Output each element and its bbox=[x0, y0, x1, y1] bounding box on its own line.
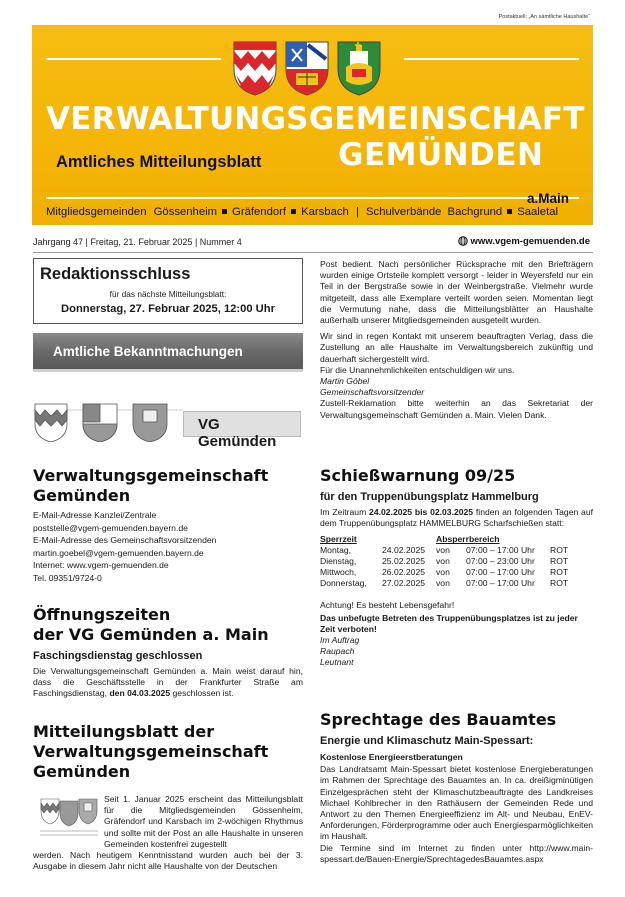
masthead-place: GEMÜNDEN bbox=[338, 137, 544, 173]
masthead-banner bbox=[32, 25, 593, 225]
contact-email-chair[interactable]: martin.goebel@vgem-gemuenden.bayern.de bbox=[33, 547, 204, 558]
member-goessenheim: Gössenheim bbox=[153, 206, 218, 218]
newsletter-heading-2: Verwaltungsgemeinschaft bbox=[33, 742, 269, 761]
hours-heading-2: der VG Gemünden a. Main bbox=[33, 625, 269, 644]
contact-internet[interactable]: Internet: www.vgem-gemuenden.de bbox=[33, 560, 169, 570]
deadline-heading: Redaktionsschluss bbox=[40, 265, 191, 283]
newsletter-heading-1: Mitteilungsblatt der bbox=[33, 722, 215, 741]
hours-heading-1: Öffnungszeiten bbox=[33, 605, 171, 624]
table-row: Donnerstag, 27.02.2025 von 07:00 – 17:00 Uhr ROT bbox=[320, 578, 569, 589]
building-text: Das Landratsamt Main-Spessart bietet kostenlose Energieberatungen im Rahmen der Sprechtage des Bauamtes an. In ca. dreißigminütigen Einzelgesprächen steht der Klimaschutzbeauftragte des Landkreises Michael Kohlbrecher in den Rathäusern der Gemeinden Rede und Antwort zu den Themen Energieeffizienz im Alt- und Neubau, EnEV-Anforderungen, Förderprogramme oder auch Energiesparmöglichkeiten im Haushalt. bbox=[320, 764, 593, 842]
masthead-place-suffix: a.Main bbox=[527, 191, 570, 206]
globe-icon bbox=[458, 236, 468, 246]
deadline-box bbox=[33, 258, 303, 324]
contact-line: E-Mail-Adresse des Gemeinschaftsvorsitzenden bbox=[33, 535, 217, 545]
table-row: Mittwoch, 26.02.2025 von 07:00 – 17:00 Uhr ROT bbox=[320, 567, 569, 578]
building-heading: Sprechtage des Bauamtes bbox=[320, 710, 557, 729]
school-saaletal: Saaletal bbox=[517, 206, 559, 218]
shooting-intro: Im Zeitraum 24.02.2025 bis 02.03.2025 finden an folgenden Tagen auf dem Truppenübungsplatz HAMMELBURG Scharfschießen statt: bbox=[320, 507, 593, 529]
shooting-prohibition: Das unbefugte Betreten des Truppenübungsplatzes ist zu jeder Zeit verboten! bbox=[320, 612, 578, 634]
deadline-date: Donnerstag, 27. Februar 2025, 12:00 Uhr bbox=[61, 303, 275, 315]
header-divider bbox=[33, 252, 593, 253]
newsletter-intro: Seit 1. Januar 2025 erscheint das Mitteilungsblatt für die Mitgliedsgemeinden Gössenheim, Gräfendorf und Karsbach im 2-wöchigen Rhythmus und sollte mit der Post an alle Haushalte in unseren Gemeinden kostenfrei zugestellt bbox=[104, 794, 303, 849]
school-bachgrund: Bachgrund bbox=[447, 206, 503, 218]
building-subheading: Energie und Klimaschutz Main-Spessart: bbox=[320, 735, 534, 747]
contact-phone: Tel. 09351/9724-0 bbox=[33, 572, 102, 583]
hours-section bbox=[33, 605, 303, 700]
shooting-sign-3: Leutnant bbox=[320, 657, 354, 668]
col-time: Sperrzeit bbox=[320, 534, 357, 545]
contact-section bbox=[33, 466, 303, 584]
postal-note: Postaktuell: „An sämtliche Haushalte“ bbox=[498, 14, 590, 20]
newsletter-continued: Post bedient. Nach persönlicher Rücksprache mit den Briefträgern wurden einige Ortsteile komplett versorgt - leider in Weyersfeld nur ein Teil in der Bergstraße sowie in der Weinbergstraße. Vielmehr wurde mitgeteilt, dass alle Exemplare verteilt worden seien. Momentan liegt die Vermutung nahe, dass die Mitteilungsblätter an Haushalte außerhalb unserer Mitgliedsgemeinden ausgeteilt wurden. Wir sind in regen Kontakt mit unserem beauftragten Verlag, dass die Zustellung an alle Haushalte im Verwaltungsbereich zukünftig und dauerhaft sichergestellt wird. Für die Unannehmlichkeiten entschuldigen wir uns. Martin Göbel Gemeinschaftsvorsitzender Zustell-Reklamation bitte weiterhin an das Sekretariat der Verwaltungsgemeinschaft Gemünden a. Main. Vielen Dank. bbox=[320, 259, 593, 420]
member-graefendorf: Gräfendorf bbox=[232, 206, 287, 218]
hours-subheading: Faschingsdienstag geschlossen bbox=[33, 650, 203, 662]
announcements-banner bbox=[33, 333, 303, 372]
signer: Martin Göbel bbox=[320, 376, 370, 387]
contact-heading-2: Gemünden bbox=[33, 486, 131, 505]
hours-text: Die Verwaltungsgemeinschaft Gemünden a. Main weist darauf hin, dass die Geschäftsstelle in der Frankfurter Straße am Faschingsdienstag, den 04.03.2025 geschlossen ist. bbox=[33, 666, 303, 699]
member-communities: Mitgliedsgemeinden Gössenheim Gräfendorf Karsbach | Schulverbände Bachgrund Saaletal bbox=[46, 206, 559, 218]
deadline-sub: für das nächste Mitteilungsblatt: bbox=[109, 289, 227, 299]
issue-meta: Jahrgang 47 | Freitag, 21. Februar 2025 | Nummer 4 bbox=[33, 237, 242, 247]
newsletter-text: werden. Nach heutigem Kenntnisstand wurden auch bei der 3. Ausgabe in diesem Jahr nicht alle Haushalte von der Deutschen bbox=[33, 850, 303, 872]
shooting-table bbox=[320, 534, 572, 589]
building-minor: Kostenlose Energieerstberatungen bbox=[320, 752, 463, 762]
vg-label: VG Gemünden bbox=[183, 411, 301, 437]
contact-heading-1: Verwaltungsgemeinschaft bbox=[33, 466, 269, 485]
shooting-section bbox=[320, 466, 593, 669]
shooting-subheading: für den Truppenübungsplatz Hammelburg bbox=[320, 491, 539, 503]
vg-header bbox=[33, 400, 303, 450]
coat-of-arms-group bbox=[232, 39, 382, 97]
shooting-heading: Schießwarnung 09/25 bbox=[320, 466, 516, 485]
masthead-title: VERWALTUNGSGEMEINSCHAFT bbox=[46, 101, 585, 137]
signer-role: Gemeinschaftsvorsitzender bbox=[320, 387, 425, 398]
website-link[interactable]: www.vgem-gemuenden.de bbox=[458, 236, 590, 247]
masthead-subtitle: Amtliches Mitteilungsblatt bbox=[56, 153, 262, 171]
coat-of-arms-graefendorf bbox=[286, 42, 328, 95]
building-section bbox=[320, 710, 593, 865]
newsletter-arms-icon bbox=[40, 797, 98, 845]
newsletter-heading-3: Gemünden bbox=[33, 762, 131, 781]
shooting-warning: Achtung! Es besteht Lebensgefahr! bbox=[320, 600, 455, 611]
coat-of-arms-goessenheim bbox=[234, 42, 276, 95]
shooting-sign-2: Raupach bbox=[320, 646, 355, 657]
contact-line: E-Mail-Adresse Kanzlei/Zentrale bbox=[33, 510, 157, 520]
member-karsbach: Karsbach bbox=[301, 206, 349, 218]
coat-of-arms-karsbach bbox=[338, 42, 380, 95]
announcements-title: Amtliche Bekanntmachungen bbox=[53, 344, 243, 359]
table-row: Dienstag, 25.02.2025 von 07:00 – 23:00 Uhr ROT bbox=[320, 556, 569, 567]
members-label: Mitgliedsgemeinden bbox=[46, 206, 147, 218]
building-link-text[interactable]: Die Termine sind im Internet zu finden unter http://www.main-spessart.de/Bauen-Energie/SprechtagedesBauamtes.aspx bbox=[320, 842, 593, 864]
coat-of-arms-grey bbox=[33, 402, 183, 442]
contact-email-main[interactable]: poststelle@vgem-gemuenden.bayern.de bbox=[33, 522, 188, 533]
schools-label: Schulverbände bbox=[366, 206, 442, 218]
shooting-sign-1: Im Auftrag bbox=[320, 635, 360, 646]
table-row: Montag, 24.02.2025 von 07:00 – 17:00 Uhr ROT bbox=[320, 545, 569, 556]
col-area: Absperrbereich bbox=[436, 534, 500, 545]
newsletter-section bbox=[33, 722, 303, 782]
